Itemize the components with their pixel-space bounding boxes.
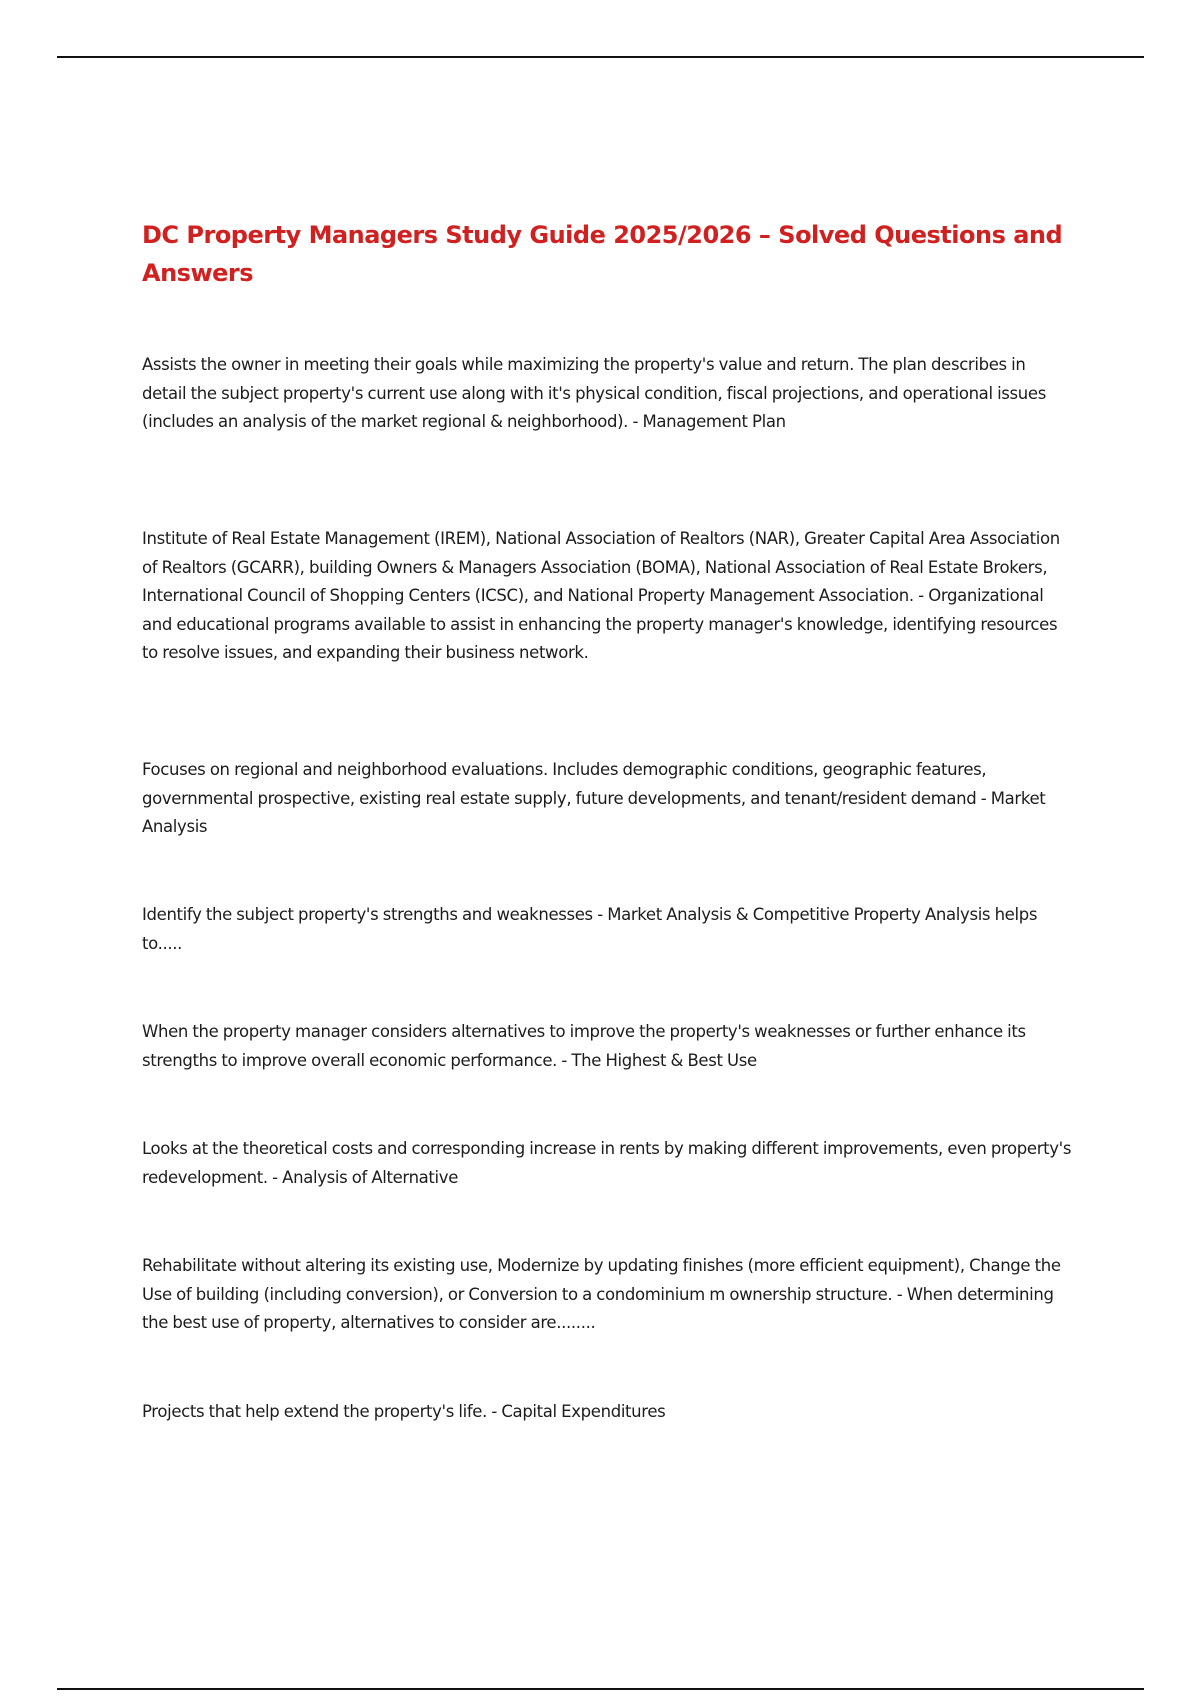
qa-entry-competitive-analysis: Identify the subject property's strengths and weaknesses - Market Analysis & Competitive Property Analysis helps to.....	[142, 905, 1038, 953]
document-title: DC Property Managers Study Guide 2025/2026 – Solved Questions and Answers	[142, 221, 1063, 287]
qa-entry-market-analysis: Focuses on regional and neighborhood evaluations. Includes demographic conditions, geographic features, governmental prospective, existing real estate supply, future developments, and tenant/resident demand - Market Analysis	[142, 760, 1046, 836]
qa-entry-capital-expenditures: Projects that help extend the property's life. - Capital Expenditures	[142, 1402, 666, 1421]
footer-rule	[57, 1688, 1144, 1690]
qa-entry-highest-best-use: When the property manager considers alternatives to improve the property's weaknesses or further enhance its strengths to improve overall economic performance. - The Highest & Best Use	[142, 1022, 1026, 1070]
qa-entry-management-plan: Assists the owner in meeting their goals while maximizing the property's value and return. The plan describes in detail the subject property's current use along with it's physical condition, fiscal projections, and operational issues (includes an analysis of the market regional & neighborhood). - Management Plan	[142, 355, 1046, 431]
header-rule	[57, 56, 1144, 58]
qa-entry-organizations: Institute of Real Estate Management (IREM), National Association of Realtors (NAR), Greater Capital Area Association of Realtors (GCARR), building Owners & Managers Association (BOMA), National Association of Real Estate Brokers, International Council of Shopping Centers (ICSC), and National Property Management Association. - Organizational and educational programs available to assist in enhancing the property manager's knowledge, identifying resources to resolve issues, and expanding their business network.	[142, 529, 1060, 662]
qa-entry-best-use-alternatives: Rehabilitate without altering its existing use, Modernize by updating finishes (more efficient equipment), Change the Use of building (including conversion), or Conversion to a condominium m ownership structure. - When determining the best use of property, alternatives to consider are........	[142, 1256, 1061, 1332]
qa-entry-analysis-of-alternative: Looks at the theoretical costs and corresponding increase in rents by making different improvements, even property's redevelopment. - Analysis of Alternative	[142, 1139, 1072, 1187]
